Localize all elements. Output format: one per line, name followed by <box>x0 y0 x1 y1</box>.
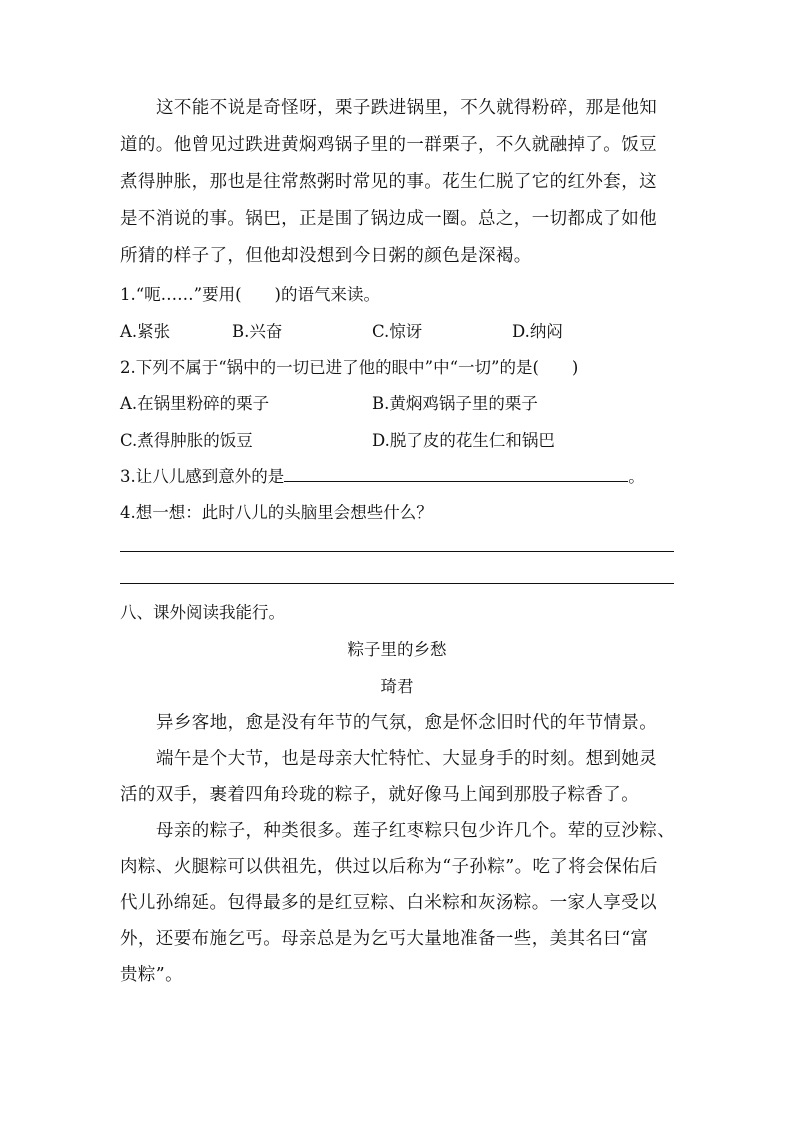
passage-line: 煮得肿胀，那也是往常熬粥时常见的事。花生仁脱了它的红外套，这 <box>120 172 657 192</box>
article-line: 外，还要布施乞丐。母亲总是为乞丐大量地准备一些，美其名曰“富 <box>120 929 649 949</box>
article-line: 母亲的粽子，种类很多。莲子红枣粽只包少许几个。荤的豆沙粽、 <box>156 821 676 841</box>
question-3-stem: 3.让八儿感到意外的是 <box>120 467 285 486</box>
q1-option-c[interactable]: C.惊讶 <box>372 322 423 341</box>
q1-option-d[interactable]: D.纳闷 <box>512 322 563 341</box>
article-line: 代儿孙绵延。包得最多的是红豆粽、白米粽和灰汤粽。一家人享受以 <box>120 893 657 913</box>
question-1-stem: 1.“呃……”要用( )的语气来读。 <box>120 285 380 304</box>
q3-answer-blank[interactable] <box>284 463 628 482</box>
passage-line: 这不能不说是奇怪呀，栗子跌进锅里，不久就得粉碎，那是他知 <box>156 98 658 118</box>
q1-option-b[interactable]: B.兴奋 <box>232 322 283 341</box>
passage-line: 所猜的样子了，但他却没想到今日粥的颜色是深褐。 <box>120 246 532 266</box>
passage-line: 是不消说的事。锅巴，正是围了锅边成一圈。总之，一切都成了如他 <box>120 209 657 229</box>
q2-option-a[interactable]: A.在锅里粉碎的栗子 <box>120 394 270 413</box>
q4-answer-line[interactable] <box>120 583 674 584</box>
article-line: 端午是个大节，也是母亲大忙特忙、大显身手的时刻。想到她灵 <box>156 749 658 769</box>
article-line: 活的双手，裹着四角玲珑的粽子，就好像马上闻到那股子粽香了。 <box>120 785 640 805</box>
question-4-stem: 4.想一想：此时八儿的头脑里会想些什么？ <box>120 503 433 522</box>
passage-line: 道的。他曾见过跌进黄焖鸡锅子里的一群栗子，不久就融掉了。饭豆 <box>120 135 657 155</box>
question-2-stem: 2.下列不属于“锅中的一切已进了他的眼中”中“一切”的是( ) <box>120 358 579 377</box>
article-author: 琦君 <box>380 677 414 696</box>
q2-option-d[interactable]: D.脱了皮的花生仁和锅巴 <box>372 431 555 450</box>
question-3-end: 。 <box>628 467 645 486</box>
article-line: 贵粽”。 <box>120 965 184 985</box>
q2-option-c[interactable]: C.煮得肿胀的饭豆 <box>120 431 253 450</box>
article-line: 肉粽、火腿粽可以供祖先，供过以后称为“子孙粽”。吃了将会保佑后 <box>120 857 658 877</box>
question-3 <box>120 463 645 487</box>
article-title: 粽子里的乡愁 <box>347 640 447 659</box>
article-line: 异乡客地，愈是没有年节的气氛，愈是怀念旧时代的年节情景。 <box>156 713 658 733</box>
q4-answer-line[interactable] <box>120 551 674 552</box>
q1-option-a[interactable]: A.紧张 <box>120 322 171 341</box>
q2-option-b[interactable]: B.黄焖鸡锅子里的栗子 <box>372 394 538 413</box>
section-8-heading: 八、课外阅读我能行。 <box>120 603 285 622</box>
